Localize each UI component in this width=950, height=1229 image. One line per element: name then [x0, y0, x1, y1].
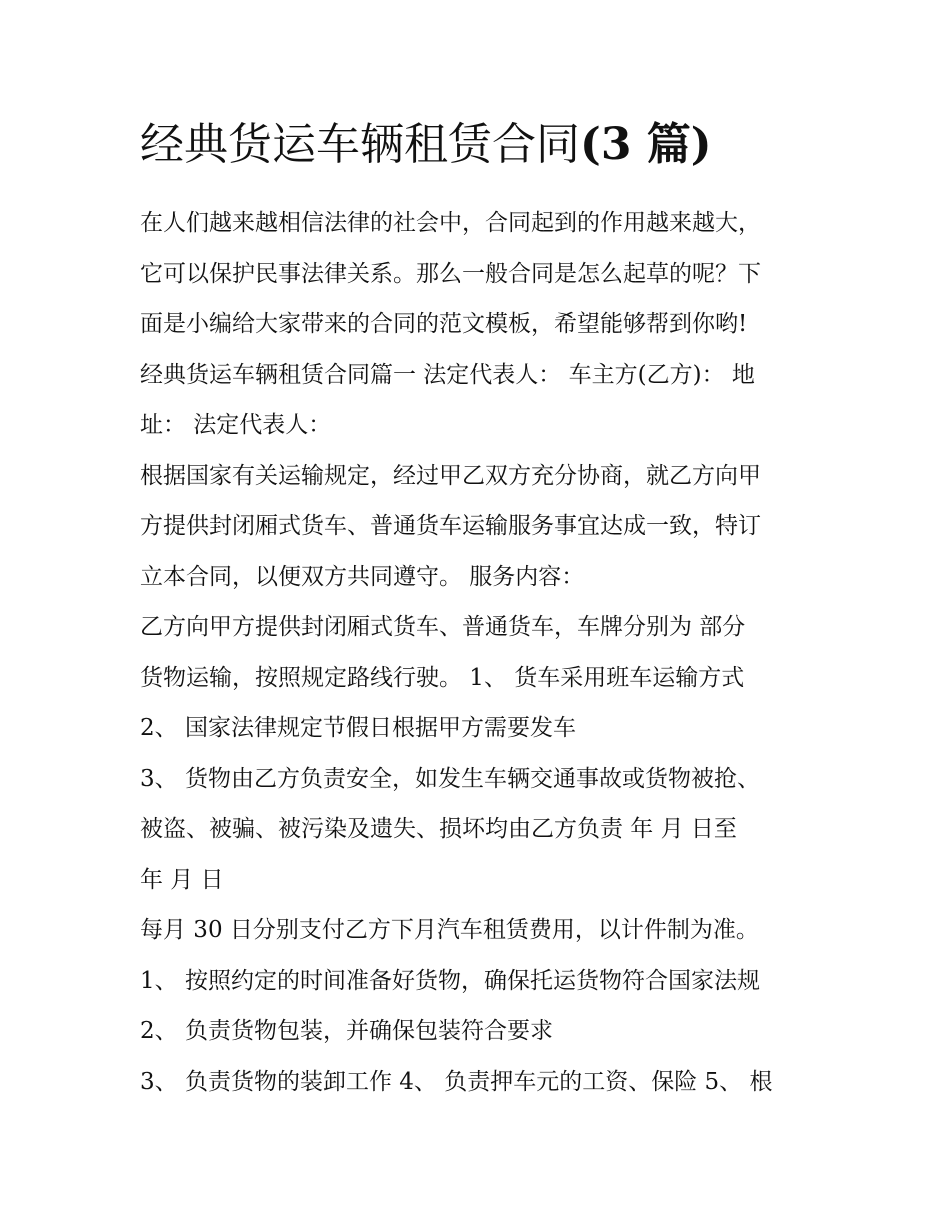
body-line: 被盗、被骗、被污染及遗失、损坏均由乙方负责 年 月 日至 [140, 816, 737, 842]
body-line: 2、 负责货物包装，并确保包装符合要求 [140, 1018, 553, 1044]
body-line: 年 月 日 [140, 866, 224, 893]
body-line: 在人们越来越相信法律的社会中，合同起到的作用越来越大， [140, 210, 761, 236]
body-line: 3、 货物由乙方负责安全，如发生车辆交通事故或货物被抢、 [140, 765, 760, 792]
document-title [140, 112, 712, 178]
body-line: 乙方向甲方提供封闭厢式货车、普通货车，车牌分别为 部分 [140, 614, 746, 640]
document-title-suffix: (3 篇) [580, 119, 712, 170]
document-title-main: 经典货运车辆租赁合同 [140, 119, 580, 170]
body-line: 它可以保护民事法律关系。那么一般合同是怎么起草的呢？下 [140, 260, 761, 287]
body-line: 址： 法定代表人： [140, 412, 332, 438]
body-line: 根据国家有关运输规定，经过甲乙双方充分协商，就乙方向甲 [140, 462, 761, 489]
body-line: 经典货运车辆租赁合同篇一 法定代表人： 车主方(乙方)： 地 [140, 361, 755, 388]
body-line: 面是小编给大家带来的合同的范文模板，希望能够帮到你哟! [140, 311, 748, 337]
body-line: 立本合同，以便双方共同遵守。 服务内容： [140, 563, 585, 590]
document-body [140, 198, 830, 1107]
body-line: 2、 国家法律规定节假日根据甲方需要发车 [140, 715, 576, 741]
body-line: 货物运输，按照规定路线行驶。 1、 货车采用班车运输方式 [140, 664, 745, 691]
body-line: 1、 按照约定的时间准备好货物，确保托运货物符合国家法规 [140, 967, 760, 994]
body-line: 每月 30 日分别支付乙方下月汽车租赁费用，以计件制为准。 [140, 917, 759, 943]
body-line: 3、 负责货物的装卸工作 4、 负责押车元的工资、保险 5、 根 [140, 1068, 773, 1095]
body-line: 方提供封闭厢式货车、普通货车运输服务事宜达成一致，特订 [140, 513, 761, 539]
